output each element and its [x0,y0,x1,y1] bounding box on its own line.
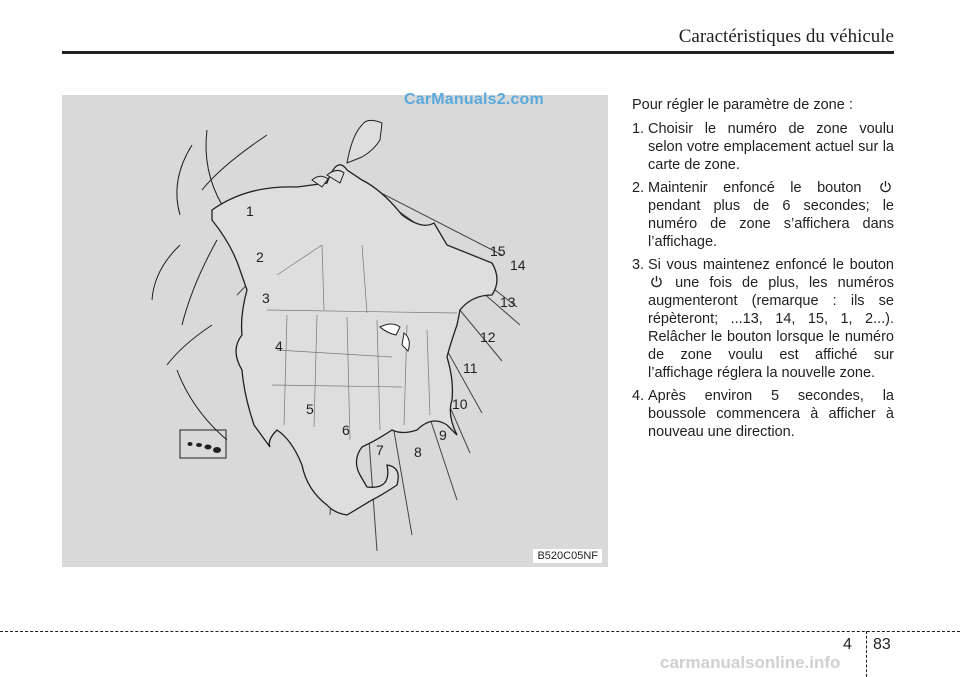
step-1 [632,120,894,174]
figure-label: B520C05NF [533,549,602,563]
zone-5-label: 5 [306,401,314,417]
hawaii-inset-icon [180,430,226,458]
zone-13-label: 13 [500,294,516,310]
step-text-before: Maintenir enfoncé le bouton [648,180,862,196]
footer-separator [866,631,867,677]
step-text: Après environ 5 secondes, la boussole commencera à afficher à nouveau une direction. [648,388,894,440]
header-title: Caractéristiques du véhicule [678,26,894,47]
zone-14-label: 14 [510,257,526,273]
zone-3-label: 3 [262,290,270,306]
header-rule [62,51,894,54]
page-number: 83 [873,636,891,653]
zone-7-label: 7 [376,442,384,458]
step-number: 3. [632,257,645,273]
step-text: Choisir le numéro de zone voulu selon votre emplacement actuel sur la carte de zone. [648,121,894,173]
zone-6-label: 6 [342,422,350,438]
step-text-after: pendant plus de 6 secondes; le numéro de zone s’affichera dans l’affichage. [648,198,894,250]
step-text-before: Si vous maintenez enfoncé le bouton [648,257,894,273]
zone-2-label: 2 [256,249,264,265]
steps-list [632,120,894,441]
step-2 [632,179,894,251]
north-america-zone-map [62,95,608,567]
footer-watermark: carmanualsonline.info [660,653,841,672]
step-number: 1. [632,121,645,137]
step-number: 2. [632,180,645,196]
zone-12-label: 12 [480,329,496,345]
power-icon [879,180,892,193]
footer-rule [0,631,960,632]
zone-15-label: 15 [490,243,506,259]
zone-8-label: 8 [414,444,422,460]
zone-11-label: 11 [463,360,478,376]
continent-outline [212,165,497,515]
step-4 [632,387,894,441]
zone-10-label: 10 [452,396,468,412]
zone-9-label: 9 [439,427,447,443]
step-3 [632,256,894,382]
watermark: CarManuals2.com [404,91,544,108]
power-icon [650,275,663,288]
zone-map-figure [62,91,608,567]
instructions-intro: Pour régler le paramètre de zone : [632,97,853,113]
chapter-number: 4 [843,636,852,653]
step-number: 4. [632,388,645,404]
zone-1-label: 1 [246,203,254,219]
step-text-after: une fois de plus, les numéros augmenteront (remarque : ils se répèteront; ...13, 14, 15, 1, 2...). Relâcher le bouton lorsque le numéro de zone voulu est affiché sur l’affichage réglera la nouvelle zone. [648,275,894,381]
zone-4-label: 4 [275,338,283,354]
instructions [632,96,894,446]
